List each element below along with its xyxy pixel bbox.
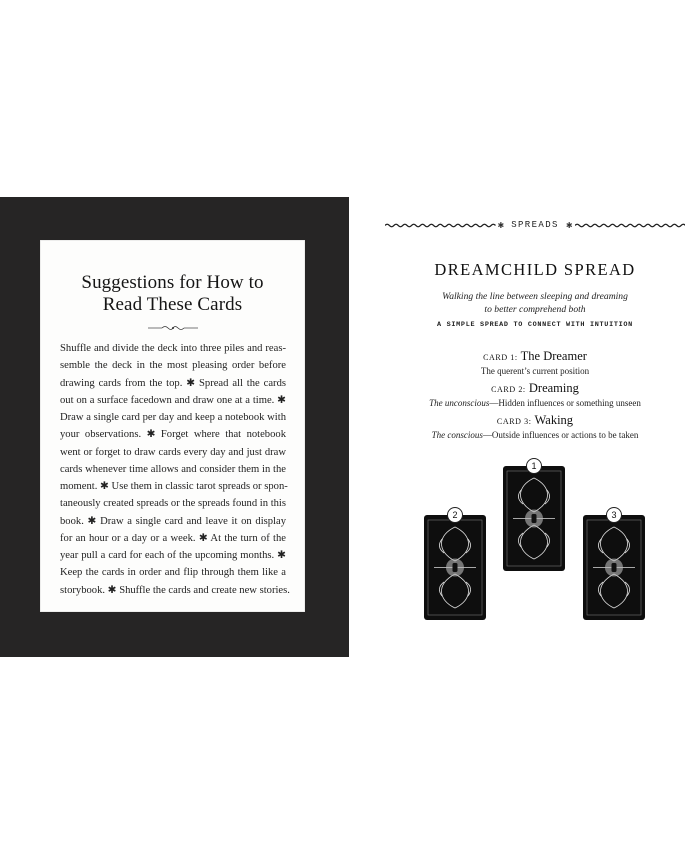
spread-subtitle [400, 290, 670, 316]
card-desc-text: —Hidden influences or something unseen [489, 398, 641, 408]
spread-tagline: A SIMPLE SPREAD TO CONNECT WITH INTUITION [437, 321, 633, 329]
position-badge-2: 2 [447, 507, 463, 523]
card-heading [400, 349, 670, 365]
body-line: taneously created spreads or the spreads found in this [60, 498, 286, 510]
spread-title: DREAMCHILD SPREAD [434, 260, 636, 279]
scroll-divider-icon [148, 324, 198, 332]
subtitle-line-1: Walking the line between sleeping and dreaming [442, 291, 628, 302]
card-desc-italic: The unconscious [429, 398, 490, 408]
body-line: Shuffle and divide the deck into three piles and reas- [60, 343, 286, 354]
card-name: Waking [534, 413, 574, 427]
card-number: CARD 1: [483, 353, 518, 362]
wavy-rule-right-icon [575, 223, 686, 228]
body-line: went or forget to draw cards every day and just draw [60, 446, 286, 458]
body-line: Draw a single card per day and keep a notebook with [60, 412, 286, 423]
body-line: moment. ✱ Use them in classic tarot spreads or spon- [60, 481, 288, 492]
body-line: storybook. ✱ Shuffle the cards and create new stories. [60, 584, 290, 596]
subtitle-line-2: to better comprehend both [484, 304, 586, 315]
tarot-card-1 [503, 461, 565, 571]
ornate-card-back-icon [583, 515, 645, 620]
position-badge-1: 1 [526, 458, 542, 474]
card-desc-text: —Outside influences or actions to be taken [482, 430, 639, 440]
star-icon: ✱ [497, 220, 505, 230]
position-badge-3: 3 [606, 507, 622, 523]
wavy-rule-left-icon [385, 223, 496, 228]
card-entry-1 [400, 349, 670, 377]
card-name: Dreaming [528, 381, 579, 395]
suggestions-title [40, 272, 305, 316]
title-line-2: Read These Cards [102, 294, 243, 315]
ornate-card-back-icon [503, 466, 565, 571]
tarot-card-3 [583, 510, 645, 620]
body-line: cards whenever time allows and consider them in the [60, 463, 286, 475]
title-line-1: Suggestions for How to [81, 272, 264, 293]
suggestions-body [60, 340, 290, 599]
tarot-card-2 [424, 510, 486, 620]
body-line: book. ✱ Draw a single card and leave it on display [60, 515, 286, 527]
section-header [385, 218, 685, 232]
card-entry-2 [400, 381, 670, 409]
section-label: SPREADS [511, 220, 559, 230]
card-number: CARD 2: [491, 385, 526, 394]
body-line: Keep the cards in order and flip through them like a [60, 567, 286, 579]
body-line: semble the deck in the most pleasing order before [60, 360, 286, 372]
card-heading [400, 381, 670, 397]
card-desc-text: The querent’s current position [480, 366, 590, 376]
body-line: year pull a card for each of the upcoming months. ✱ [60, 550, 286, 561]
card-name: The Dreamer [520, 349, 587, 363]
body-line: drawing cards from the top. ✱ Spread all the cards [60, 377, 286, 389]
body-line: for an hour or a day or a week. ✱ At the turn of the [60, 532, 286, 544]
card-desc-italic: The conscious [431, 430, 483, 440]
star-icon: ✱ [565, 220, 573, 230]
body-line: your observations. ✱ Forget where that notebook [60, 429, 286, 441]
card-number: CARD 3: [496, 417, 532, 426]
card-entry-3 [400, 413, 670, 441]
body-line: out on a surface facedown and draw one at a time. ✱ [60, 394, 286, 406]
ornate-card-back-icon [424, 515, 486, 620]
card-description [400, 397, 670, 409]
card-description [400, 365, 670, 377]
card-heading [400, 413, 670, 429]
card-description [400, 429, 670, 441]
